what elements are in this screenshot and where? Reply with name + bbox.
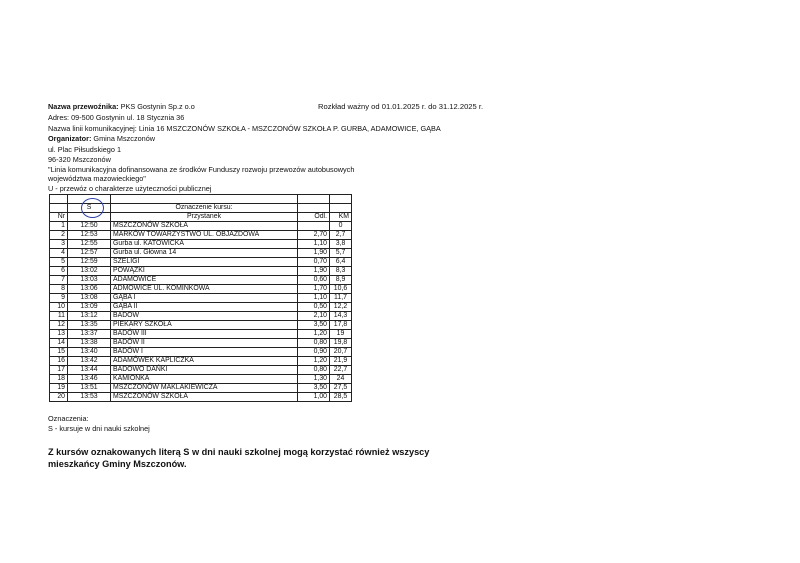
organizer-label: Organizator: bbox=[48, 134, 92, 143]
row-km: 21,9 bbox=[330, 357, 352, 366]
table-row bbox=[50, 330, 352, 339]
course-s-header: S bbox=[68, 204, 111, 213]
row-nr: 12 bbox=[50, 321, 68, 330]
row-time: 13:09 bbox=[68, 303, 111, 312]
carrier-value: PKS Gostynin Sp.z o.o bbox=[118, 102, 195, 111]
nr-header: Nr bbox=[50, 213, 68, 222]
row-km: 22,7 bbox=[330, 366, 352, 375]
row-odl: 1,00 bbox=[298, 393, 330, 402]
row-time: 13:44 bbox=[68, 366, 111, 375]
table-row bbox=[50, 384, 352, 393]
table-row bbox=[50, 276, 352, 285]
row-stop: MSZCZONÓW SZKOŁA bbox=[111, 222, 298, 231]
row-time: 13:35 bbox=[68, 321, 111, 330]
row-nr: 18 bbox=[50, 375, 68, 384]
row-km: 19 bbox=[330, 330, 352, 339]
row-km: 5,7 bbox=[330, 249, 352, 258]
row-nr: 13 bbox=[50, 330, 68, 339]
row-stop: SZELIGI bbox=[111, 258, 298, 267]
row-km: 17,8 bbox=[330, 321, 352, 330]
row-nr: 19 bbox=[50, 384, 68, 393]
row-km: 6,4 bbox=[330, 258, 352, 267]
row-odl: 1,20 bbox=[298, 330, 330, 339]
table-row bbox=[50, 348, 352, 357]
row-odl: 0,90 bbox=[298, 348, 330, 357]
schedule-table bbox=[49, 194, 352, 402]
row-stop: BADÓW I bbox=[111, 348, 298, 357]
row-odl: 1,10 bbox=[298, 294, 330, 303]
row-odl: 1,90 bbox=[298, 249, 330, 258]
legend-s-note: S - kursuje w dni nauki szkolnej bbox=[48, 424, 150, 433]
row-nr: 16 bbox=[50, 357, 68, 366]
organizer-value: Gmina Mszczonów bbox=[91, 134, 156, 143]
table-row bbox=[50, 339, 352, 348]
row-nr: 2 bbox=[50, 231, 68, 240]
row-stop: ADAMOWICE bbox=[111, 276, 298, 285]
row-nr: 9 bbox=[50, 294, 68, 303]
row-odl: 3,50 bbox=[298, 321, 330, 330]
organizer-city: 96-320 Mszczonów bbox=[48, 155, 111, 164]
address-text: Adres: 09-500 Gostynin ul. 18 Stycznia 36 bbox=[48, 113, 185, 122]
row-stop: BADÓW III bbox=[111, 330, 298, 339]
row-time: 12:50 bbox=[68, 222, 111, 231]
s-course-circle-mark bbox=[81, 198, 104, 218]
row-stop: BADOW bbox=[111, 312, 298, 321]
row-stop: ADAMÓWEK KAPLICZKA bbox=[111, 357, 298, 366]
row-odl: 1,30 bbox=[298, 375, 330, 384]
row-nr: 6 bbox=[50, 267, 68, 276]
table-row bbox=[50, 303, 352, 312]
row-time: 13:38 bbox=[68, 339, 111, 348]
row-km: 3,8 bbox=[330, 240, 352, 249]
row-odl: 1,70 bbox=[298, 285, 330, 294]
header-empty-cell bbox=[50, 204, 68, 213]
row-time: 12:55 bbox=[68, 240, 111, 249]
validity-text: Rozkład ważny od 01.01.2025 r. do 31.12.2025 r. bbox=[318, 102, 484, 111]
row-time: 13:51 bbox=[68, 384, 111, 393]
stop-header: Przystanek bbox=[111, 213, 298, 222]
row-time: 12:53 bbox=[68, 231, 111, 240]
funding-line-2: województwa mazowieckiego" bbox=[48, 174, 146, 183]
row-odl: 0,50 bbox=[298, 303, 330, 312]
row-odl: 2,70 bbox=[298, 231, 330, 240]
row-nr: 20 bbox=[50, 393, 68, 402]
footer-line-2: mieszkańcy Gminy Mszczonów. bbox=[48, 459, 187, 469]
row-stop: POWĄZKI bbox=[111, 267, 298, 276]
row-time: 13:42 bbox=[68, 357, 111, 366]
table-row bbox=[50, 393, 352, 402]
table-row bbox=[50, 285, 352, 294]
row-stop: Gurba ul. Główna 14 bbox=[111, 249, 298, 258]
footer-line-1: Z kursów oznakowanych literą S w dni nauki szkolnej mogą korzystać również wszyscy bbox=[48, 447, 430, 457]
table-row bbox=[50, 267, 352, 276]
header-empty-cell bbox=[330, 195, 352, 204]
u-note: U - przewóz o charakterze użyteczności publicznej bbox=[48, 184, 212, 193]
row-time: 13:46 bbox=[68, 375, 111, 384]
row-stop: KAMIONKA bbox=[111, 375, 298, 384]
table-row bbox=[50, 357, 352, 366]
row-km: 28,5 bbox=[330, 393, 352, 402]
row-nr: 10 bbox=[50, 303, 68, 312]
row-odl: 3,50 bbox=[298, 384, 330, 393]
organizer-line bbox=[48, 134, 155, 143]
table-row bbox=[50, 312, 352, 321]
row-time: 12:57 bbox=[68, 249, 111, 258]
row-nr: 8 bbox=[50, 285, 68, 294]
row-odl: 0,70 bbox=[298, 258, 330, 267]
row-nr: 1 bbox=[50, 222, 68, 231]
row-stop: GĄBA I bbox=[111, 294, 298, 303]
organizer-street: ul. Plac Piłsudskiego 1 bbox=[48, 145, 122, 154]
table-row bbox=[50, 375, 352, 384]
row-time: 13:40 bbox=[68, 348, 111, 357]
carrier-label: Nazwa przewoźnika: bbox=[48, 102, 119, 111]
row-km: 2,7 bbox=[330, 231, 352, 240]
row-odl: 1,20 bbox=[298, 357, 330, 366]
line-name-text: Nazwa linii komunikacyjnej: Linia 16 MSZCZONÓW SZKOŁA - MSZCZONÓW SZKOŁA P. GURBA, ADAMOWICE, GĄBA bbox=[48, 124, 441, 133]
row-odl: 0,60 bbox=[298, 276, 330, 285]
row-nr: 4 bbox=[50, 249, 68, 258]
row-stop: MARKÓW TOWARZYSTWO UL. OBJAZDOWA bbox=[111, 231, 298, 240]
row-stop: BADOWO DAŃKI bbox=[111, 366, 298, 375]
course-label-header: Oznaczenie kursu: bbox=[111, 204, 298, 213]
row-time: 13:12 bbox=[68, 312, 111, 321]
row-stop: ADMOWICE UL. KOMINKOWA bbox=[111, 285, 298, 294]
row-km: 0 bbox=[330, 222, 352, 231]
row-time: 13:53 bbox=[68, 393, 111, 402]
row-km: 14,3 bbox=[330, 312, 352, 321]
funding-line-1: "Linia komunikacyjna dofinansowana ze środków Funduszy rozwoju przewozów autobusowych bbox=[48, 165, 355, 174]
row-time: 13:06 bbox=[68, 285, 111, 294]
row-stop: Gurba ul. KATOWICKA bbox=[111, 240, 298, 249]
table-row bbox=[50, 240, 352, 249]
row-nr: 14 bbox=[50, 339, 68, 348]
row-odl bbox=[298, 222, 330, 231]
table-row bbox=[50, 366, 352, 375]
row-stop: MSZCZONÓW SZKOŁA bbox=[111, 393, 298, 402]
table-row bbox=[50, 294, 352, 303]
row-nr: 5 bbox=[50, 258, 68, 267]
row-stop: GĄBA II bbox=[111, 303, 298, 312]
header-empty-cell bbox=[50, 195, 68, 204]
header-empty-cell bbox=[111, 195, 298, 204]
row-time: 13:37 bbox=[68, 330, 111, 339]
row-km: 20,7 bbox=[330, 348, 352, 357]
row-km: 8,9 bbox=[330, 276, 352, 285]
row-odl: 0,80 bbox=[298, 339, 330, 348]
row-km: 11,7 bbox=[330, 294, 352, 303]
row-time: 13:02 bbox=[68, 267, 111, 276]
row-km: 12,2 bbox=[330, 303, 352, 312]
row-time: 12:59 bbox=[68, 258, 111, 267]
row-stop: PIEKARY SZKOŁA bbox=[111, 321, 298, 330]
table-row bbox=[50, 258, 352, 267]
row-nr: 3 bbox=[50, 240, 68, 249]
table-row bbox=[50, 222, 352, 231]
row-stop: MSZCZONÓW MAKLAKIEWICZA bbox=[111, 384, 298, 393]
odl-header: Odl. bbox=[298, 213, 330, 222]
row-odl: 1,90 bbox=[298, 267, 330, 276]
row-km: 24 bbox=[330, 375, 352, 384]
table-row bbox=[50, 321, 352, 330]
legend-title: Oznaczenia: bbox=[48, 414, 89, 423]
header-empty-cell bbox=[330, 204, 352, 213]
carrier-line bbox=[48, 102, 195, 111]
table-row bbox=[50, 231, 352, 240]
row-stop: BADÓW II bbox=[111, 339, 298, 348]
row-odl: 0,80 bbox=[298, 366, 330, 375]
row-time: 13:08 bbox=[68, 294, 111, 303]
row-nr: 7 bbox=[50, 276, 68, 285]
row-nr: 15 bbox=[50, 348, 68, 357]
row-nr: 17 bbox=[50, 366, 68, 375]
row-km: 10,6 bbox=[330, 285, 352, 294]
row-odl: 2,10 bbox=[298, 312, 330, 321]
header-empty-cell bbox=[298, 204, 330, 213]
footer-note bbox=[48, 446, 429, 470]
km-header: KM bbox=[330, 213, 352, 222]
row-time: 13:03 bbox=[68, 276, 111, 285]
header-empty-cell bbox=[298, 195, 330, 204]
row-km: 19,8 bbox=[330, 339, 352, 348]
row-km: 27,5 bbox=[330, 384, 352, 393]
row-nr: 11 bbox=[50, 312, 68, 321]
table-row bbox=[50, 249, 352, 258]
row-odl: 1,10 bbox=[298, 240, 330, 249]
row-km: 8,3 bbox=[330, 267, 352, 276]
